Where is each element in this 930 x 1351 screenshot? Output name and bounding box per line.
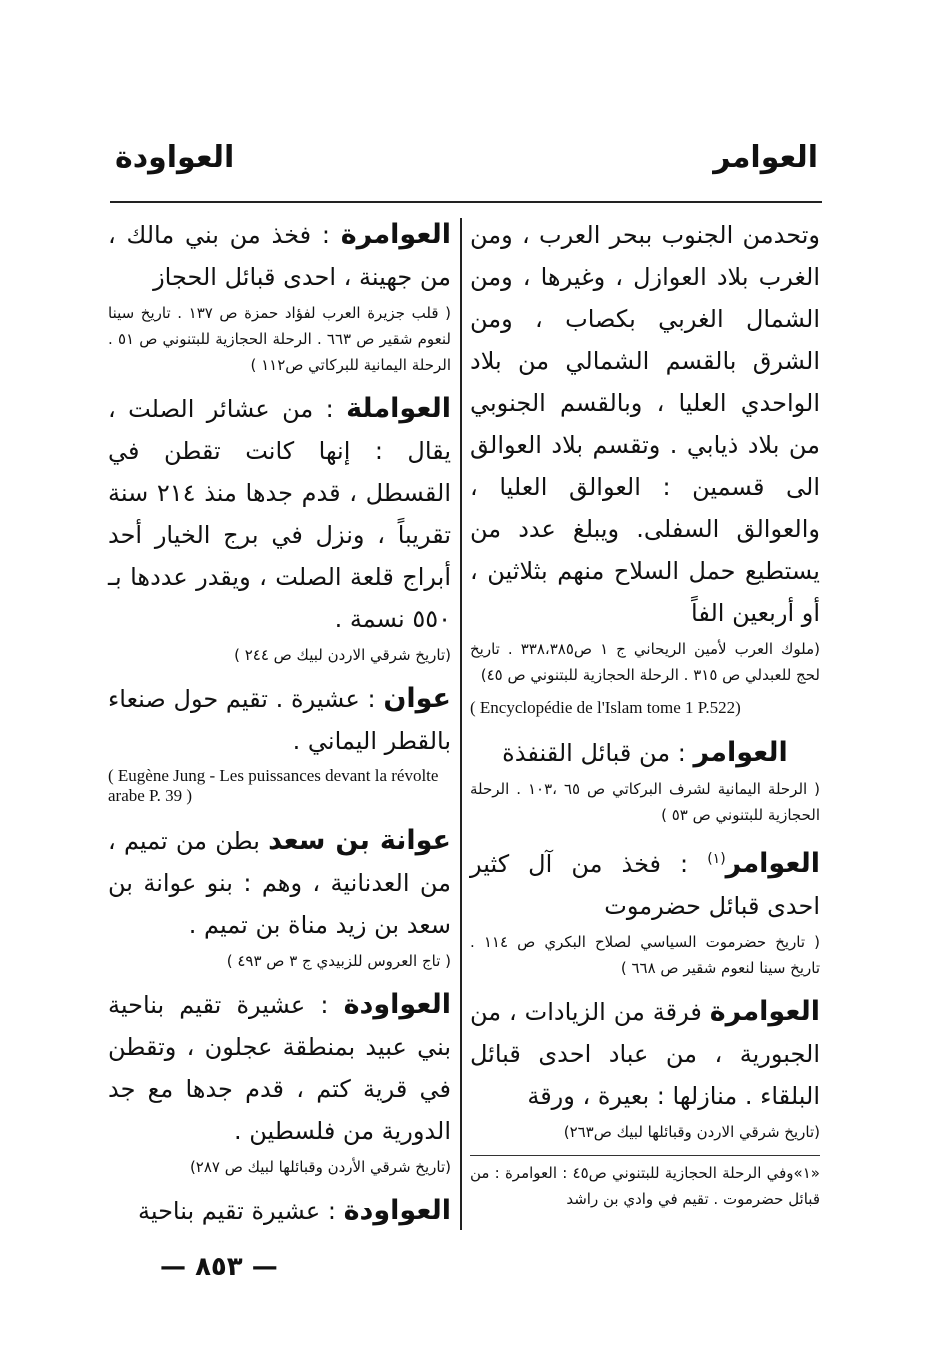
entry-awamir-kathir: [470, 838, 820, 927]
source-citation: (تاريخ شرقي الأردن وقبائلها لبيك ص ٢٨٧): [189, 1158, 451, 1176]
entry-text: : عشيرة تقيم بناحية: [137, 1197, 336, 1225]
entry-heading: العوامر: [725, 848, 820, 879]
entry-heading: عوان: [383, 683, 451, 714]
entry-text: : عشيرة . تقيم حول صنعاء بالقطر اليماني .: [108, 685, 451, 755]
header-rule: [110, 201, 822, 203]
entry-awawda-continued: [108, 1190, 451, 1232]
running-header-left: العواودة: [115, 140, 235, 175]
entry-awamir-qunfudha: [470, 732, 820, 774]
entry-text: : فخذ من بني مالك ، من جهينة ، احدى قبائل الحجاز: [108, 221, 451, 291]
entry-text: بطن من تميم ، من العدنانية ، وهم : بنو عوانة بن سعد بن زيد مناة بن تميم .: [108, 827, 451, 939]
latin-citation: ( Encyclopédie de l'Islam tome 1 P.522): [470, 698, 741, 717]
source-citation: (ملوك العرب لأمين الريحاني ج ١ ص٣٣٨،٣٨٥ . تاريخ لحج للعبدلي ص ٣١٥ . الرحلة الحجازية للبتنوني ص ٤٥): [470, 640, 821, 684]
entry-heading: العوامرة: [709, 996, 820, 1027]
entry-heading: العواملة: [346, 393, 451, 424]
footnote: «١»وفي الرحلة الحجازية للبتنوني ص٤٥ : العوامرة : من قبائل حضرموت . تقيم في وادي بن راشد: [470, 1164, 820, 1208]
footnote-rule: [470, 1155, 820, 1156]
source-citation: ( تاريخ حضرموت السياسي لصلاح البكري ص ١١٤ . تاريخ سينا لنعوم شقير ص ٦٦٨ ): [470, 933, 820, 977]
entry-awamira-malik: [108, 214, 451, 298]
source-citation: ( الرحلة اليمانية لشرف البركاتي ص ٦٥ ،١٠٣ . الرحلة الحجازية للبتنوني ص ٥٣ ): [470, 780, 820, 824]
page-number: — ٨٥٣ —: [160, 1252, 278, 1282]
left-column: [108, 214, 451, 1232]
column-divider: [460, 218, 462, 1230]
entry-heading: العواودة: [343, 989, 451, 1020]
entry-awwan: [108, 678, 451, 762]
entry-heading: العواودة: [343, 1195, 451, 1226]
source-citation: (تاريخ شرقي الاردن لبيك ص ٢٤٤ ): [234, 646, 451, 664]
right-column: [470, 214, 820, 1212]
entry-heading: عوانة بن سعد: [268, 825, 451, 856]
source-citation: ( قلب جزيرة العرب لفؤاد حمزة ص ١٣٧ . تاريخ سينا لنعوم شقير ص ٦٦٣ . الرحلة الحجازية للبتنوني ص ٥١ . الرحلة اليمانية للبركاتي ص١١٢ ): [108, 304, 451, 374]
entry-text: : فخذ من آل كثير احدى قبائل حضرموت: [470, 850, 820, 920]
source-citation: (تاريخ شرقي الاردن وقبائلها لبيك ص٢٦٣): [563, 1123, 820, 1141]
entry-heading: العوامر: [693, 737, 788, 768]
entry-awawda-ajlun: [108, 984, 451, 1152]
entry-continuation: وتحدمن الجنوب ببحر العرب ، ومن الغرب بلاد العوازل ، وغيرها ، ومن الشمال الغربي بكصاب ، ومن الشرق بالقسم الشمالي من بلاد الواحدي العليا ، وبالقسم الجنوبي من بلاد ذيابي . وتقسم بلاد العوالق الى قسمين : العوالق العليا ، والعوالق السفلى. ويبلغ عدد من يستطيع حمل السلاح منهم بثلاثين ، أو أربعين الفاً: [470, 221, 820, 627]
entry-awana-bin-saad: [108, 820, 451, 946]
entry-text: فرقة من الزيادات ، من الجبورية ، من عباد احدى قبائل البلقاء . منازلها : بعيرة ، ورقة: [470, 998, 820, 1110]
latin-citation: ( Eugène Jung - Les puissances devant la révolte arabe P. 39 ): [108, 766, 439, 805]
source-citation: ( تاج العروس للزبيدي ج ٣ ص ٤٩٣ ): [226, 952, 451, 970]
entry-text: : من عشائر الصلت ، يقال : إنها كانت تقطن في القسطل ، قدم جدها منذ ٢١٤ سنة تقريباً ، ونزل في برج الخيار أحد أبراج قلعة الصلت ، ويقدر عددها بـ ٥٥٠ نسمة .: [108, 395, 451, 633]
entry-heading: العوامرة: [340, 219, 451, 250]
entry-text: : من قبائل القنفذة: [502, 739, 686, 767]
entry-awamila: [108, 388, 451, 640]
footnote-marker: (١): [707, 851, 726, 867]
entry-text: : عشيرة تقيم بناحية بني عبيد بمنطقة عجلون ، وتقطن في قرية كتم ، قدم جدها مع جد الدورية من فلسطين .: [108, 991, 451, 1145]
running-header-right: العوامر: [713, 140, 818, 175]
entry-awamira-ziyadat: [470, 991, 820, 1117]
